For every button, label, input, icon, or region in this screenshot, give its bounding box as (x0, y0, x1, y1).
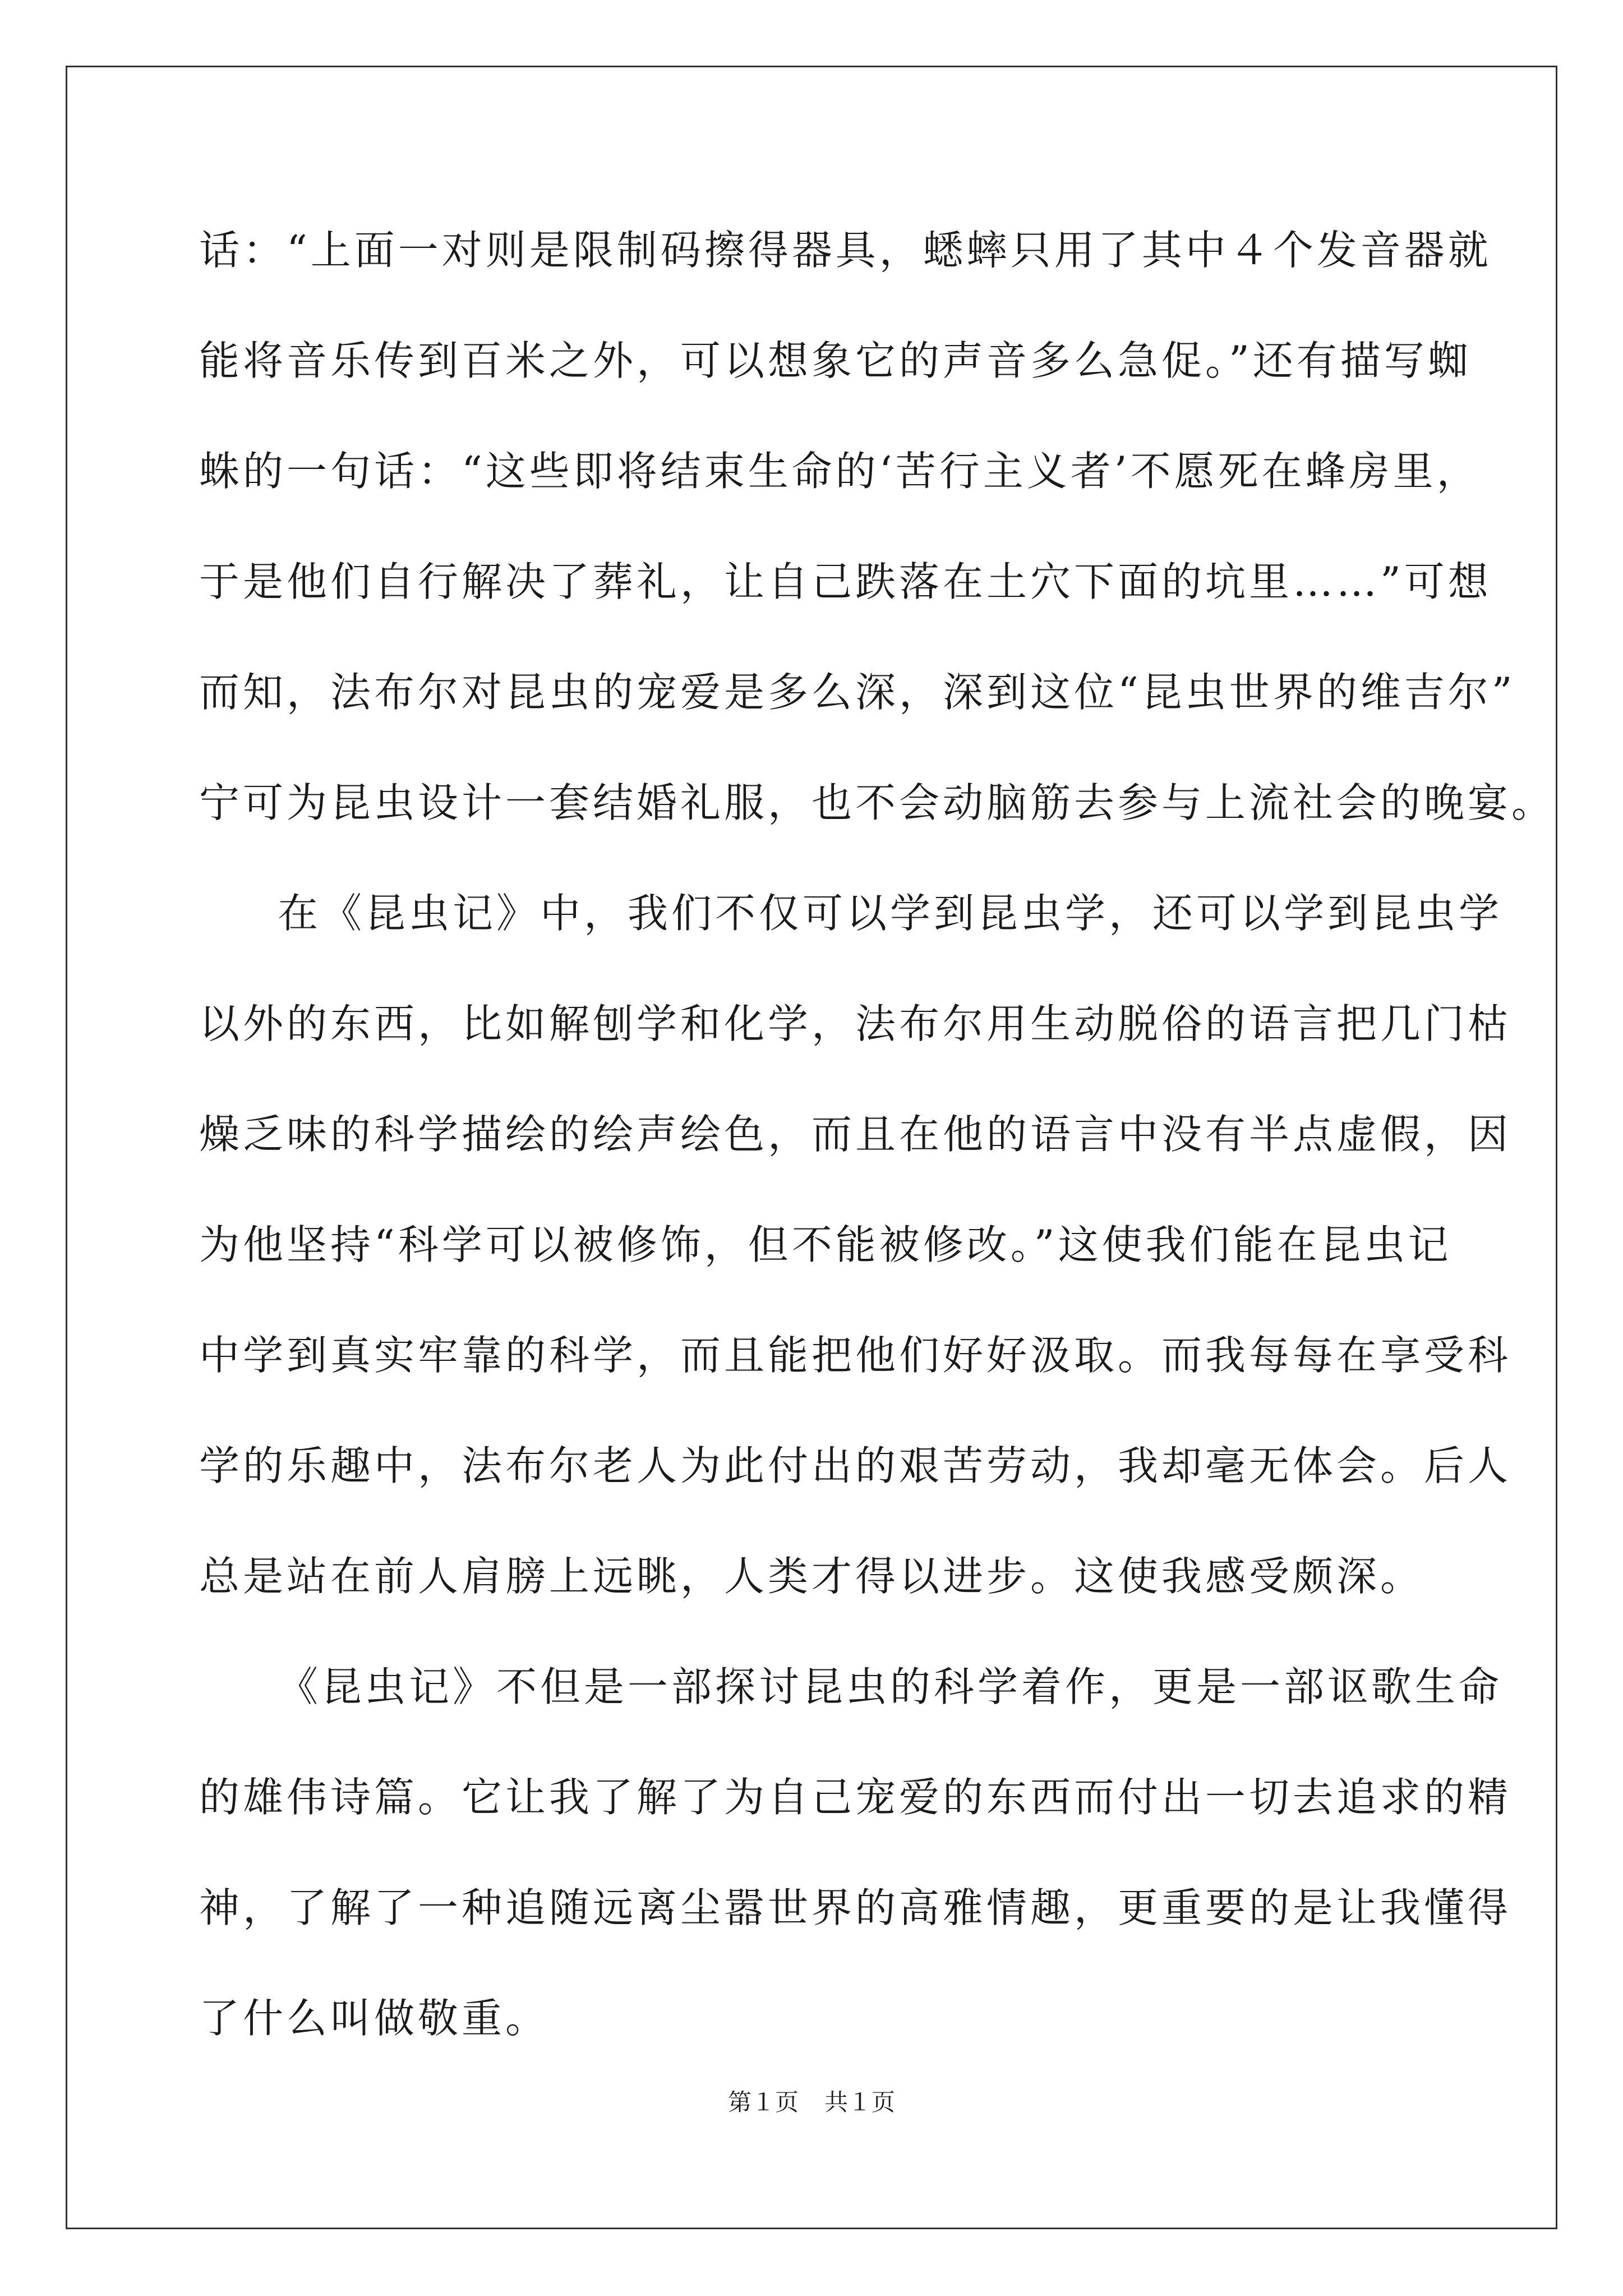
paragraph-first-line: 《昆虫记》不但是一部探讨昆虫的科学着作，更是一部讴歌生命 (278, 1663, 1503, 1710)
text-line: 话：“上面一对则是限制码擦得器具，蟋蟀只用了其中４个发音器就 (199, 227, 1492, 274)
text-line: 为他坚持“科学可以被修饰，但不能被修改。”这使我们能在昆虫记 (199, 1221, 1452, 1268)
text-line: 能将音乐传到百米之外，可以想象它的声音多么急促。”还有描写蜘 (199, 337, 1472, 384)
page-footer (0, 2086, 1623, 2119)
text-line: 宁可为昆虫设计一套结婚礼服，也不会动脑筋去参与上流社会的晚宴。 (199, 779, 1556, 826)
page-number: 第１页 (727, 2088, 799, 2116)
text-line: 中学到真实牢靠的科学，而且能把他们好好汲取。而我每每在享受科 (199, 1332, 1512, 1379)
text-line: 而知，法布尔对昆虫的宠爱是多么深，深到这位“昆虫世界的维吉尔” (199, 669, 1516, 716)
text-line: 神，了解了一种追随远离尘嚣世界的高雅情趣，更重要的是让我懂得 (199, 1884, 1512, 1931)
text-line: 以外的东西，比如解刨学和化学，法布尔用生动脱俗的语言把几门枯 (199, 1000, 1512, 1047)
text-line: 蛛的一句话：“这些即将结束生命的‘苦行主义者’不愿死在蜂房里， (199, 448, 1481, 495)
document-body (199, 213, 1556, 2092)
page-total: 共１页 (824, 2088, 896, 2116)
text-line: 的雄伟诗篇。它让我了解了为自己宠爱的东西而付出一切去追求的精 (199, 1774, 1512, 1821)
text-line: 了什么叫做敬重。 (199, 1995, 550, 2042)
text-line: 总是站在前人肩膀上远眺，人类才得以进步。这使我感受颇深。 (199, 1553, 1424, 1600)
text-line: 学的乐趣中，法布尔老人为此付出的艰苦劳动，我却毫无体会。后人 (199, 1442, 1512, 1489)
text-line: 于是他们自行解决了葬礼，让自己跌落在土穴下面的坑里……”可想 (199, 558, 1492, 605)
text-line: 燥乏味的科学描绘的绘声绘色，而且在他的语言中没有半点虚假，因 (199, 1111, 1512, 1158)
paragraph-first-line: 在《昆虫记》中，我们不仅可以学到昆虫学，还可以学到昆虫学 (278, 890, 1503, 937)
